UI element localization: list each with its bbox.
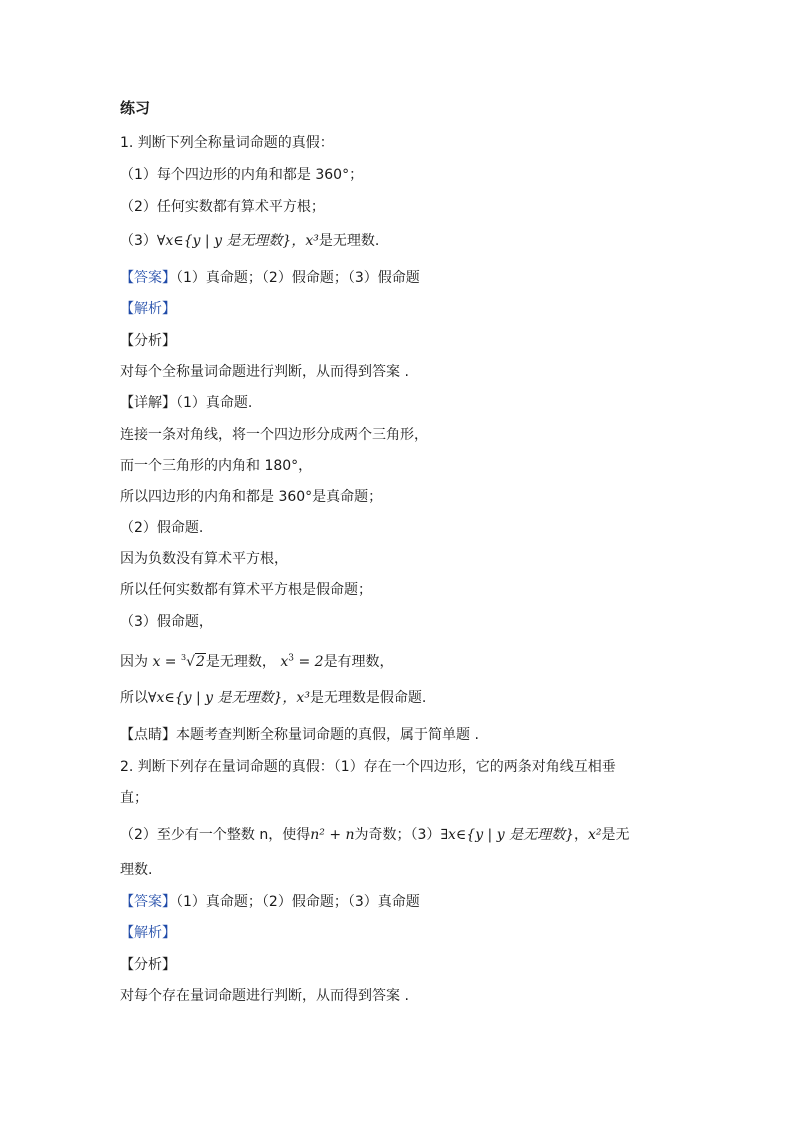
q1-item3-math2: x³ bbox=[305, 233, 319, 249]
answer-tag: 【答案】 bbox=[120, 270, 176, 286]
d10-x3: x³ bbox=[296, 690, 310, 706]
detail-line bbox=[120, 393, 252, 413]
fenxi-tag: 【分析】 bbox=[120, 333, 176, 349]
d9-x3-sup: 3 bbox=[288, 653, 295, 664]
q2-line-3 bbox=[120, 825, 630, 845]
q2-analysis-tag: 【解析】 bbox=[120, 925, 176, 941]
q1-item3-suffix: 是无理数. bbox=[318, 233, 380, 249]
q2-line-4: 理数. bbox=[120, 862, 153, 878]
q1-answer bbox=[120, 268, 420, 288]
detail-line-4: 所以四边形的内角和都是 360°是真命题； bbox=[120, 489, 383, 505]
detail-line-10 bbox=[120, 688, 426, 708]
q2-answer-tag: 【答案】 bbox=[120, 894, 176, 910]
q2-l3-d: 是无 bbox=[601, 827, 630, 843]
q2-l3-math: n² + n bbox=[310, 827, 355, 843]
d9-suffix: 是有理数， bbox=[323, 654, 394, 670]
d9-eq: = 2 bbox=[294, 654, 324, 670]
q2-fenxi-text: 对每个存在量词命题进行判断，从而得到答案 . bbox=[120, 988, 409, 1004]
section-title: 练习 bbox=[120, 99, 151, 117]
detail-tag: 【详解】 bbox=[120, 395, 176, 411]
detail-line-5: （2）假命题. bbox=[120, 520, 204, 536]
fenxi-text: 对每个全称量词命题进行判断，从而得到答案 . bbox=[120, 364, 409, 380]
detail-line-3: 而一个三角形的内角和 180°， bbox=[120, 458, 313, 474]
d9-mid: 是无理数， bbox=[205, 654, 276, 670]
analysis-tag: 【解析】 bbox=[120, 301, 176, 317]
d10-suffix: 是无理数是假命题. bbox=[309, 690, 427, 706]
q2-l3-math2: ∃x∈{y | y 是无理数} bbox=[440, 827, 574, 843]
q2-answer bbox=[120, 892, 420, 912]
dianjing-line bbox=[120, 725, 479, 745]
q2-l3-a: （2）至少有一个整数 n，使得 bbox=[120, 827, 311, 843]
d10-math: ∀x∈{y | y 是无理数}， bbox=[148, 690, 297, 706]
q1-item3-math: ∀x∈{y | y 是无理数}， bbox=[156, 233, 306, 249]
q2-l3-b: 为奇数；（3） bbox=[354, 827, 441, 843]
dianjing-tag: 【点睛】 bbox=[120, 727, 176, 743]
cube-root: $^3$√2 bbox=[180, 653, 205, 670]
detail-line-7: 所以任何实数都有算术平方根是假命题； bbox=[120, 582, 372, 598]
root-index: 3 bbox=[180, 653, 187, 662]
q2-fenxi-tag: 【分析】 bbox=[120, 957, 176, 973]
q2-stem: 2. 判断下列存在量词命题的真假：（1）存在一个四边形，它的两条对角线互相垂 bbox=[120, 759, 616, 775]
detail-line-6: 因为负数没有算术平方根， bbox=[120, 551, 288, 567]
dianjing-text: 本题考查判断全称量词命题的真假，属于简单题 . bbox=[176, 727, 479, 743]
d9-x3: x bbox=[280, 654, 289, 670]
q1-item3-prefix: （3） bbox=[120, 233, 157, 249]
q1-item1: （1）每个四边形的内角和都是 360°； bbox=[120, 167, 364, 183]
detail-line-8: （3）假命题， bbox=[120, 614, 213, 630]
d10-prefix: 所以 bbox=[120, 690, 148, 706]
detail-line-2: 连接一条对角线，将一个四边形分成两个三角形， bbox=[120, 427, 428, 443]
radicand: 2 bbox=[196, 654, 205, 670]
q1-item3 bbox=[120, 231, 379, 251]
q2-stem-2: 直； bbox=[120, 790, 148, 806]
q2-l3-x2: x² bbox=[588, 827, 602, 843]
q1-stem: 1. 判断下列全称量词命题的真假： bbox=[120, 135, 334, 151]
answer-text: （1）真命题；（2）假命题；（3）假命题 bbox=[176, 270, 420, 286]
q2-l3-c: ， bbox=[574, 827, 588, 843]
d9-prefix: 因为 bbox=[120, 654, 148, 670]
detail-line-9 bbox=[120, 648, 394, 672]
d9-x-eq: x = bbox=[152, 654, 181, 670]
detail-text: （1）真命题. bbox=[176, 395, 253, 411]
q2-answer-text: （1）真命题；（2）假命题；（3）真命题 bbox=[176, 894, 420, 910]
q1-item2: （2）任何实数都有算术平方根； bbox=[120, 199, 325, 215]
